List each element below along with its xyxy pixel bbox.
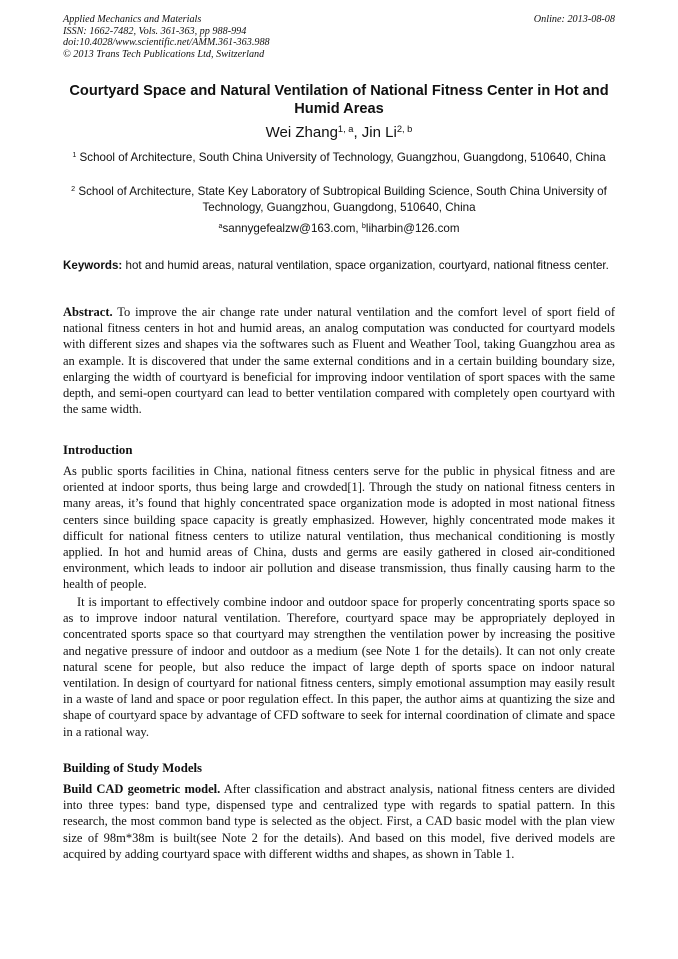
cad-model-text: After classification and abstract analysis, national fitness centers are divided into three types: band type, dispensed type and centralized type with regards to spatial pattern. In this research, the most common band type is selected as the object. First, a CAD basic model with the plan view size of 98m*38m is built(see Note 2 for the details). And based on this model, five derived models are acquired by adding courtyard space with different widths and shapes, as shown in Table 1. bbox=[63, 782, 615, 861]
affiliation-2 bbox=[63, 184, 615, 216]
introduction-paragraph-2: It is important to effectively combine indoor and outdoor space for properly concentrating sports space so as to improve indoor natural ventilation. Therefore, courtyard space may be appropriately deployed in concentrated sports space so that courtyard may strengthen the ventilation power by increasing the positive and negative pressure of indoor and outdoor as a medium (see Note 1 for the details). It can not only create natural scene for people, but also reduce the impact of large depth of sports space on indoor natural ventilation. In design of courtyard for national fitness centers, simply emotional assumption may easily result in a waste of land and space or poor regulation effect. In this paper, the author aims at quantizing the size and shape of courtyard space by advantage of CFD software to seek for internal coordination of climate and space in a rational way. bbox=[63, 595, 615, 739]
author-line bbox=[63, 124, 615, 142]
author-name: Jin Li bbox=[361, 124, 397, 141]
affiliation-text: School of Architecture, South China University of Technology, Guangzhou, Guangdong, 510640, China bbox=[79, 151, 606, 164]
doi-line: doi:10.4028/www.scientific.net/AMM.361-363.988 bbox=[63, 37, 270, 49]
abstract-text: To improve the air change rate under natural ventilation and the comfort level of sport field of national fitness centers in hot and humid areas, an analog computation was conducted for courtyard models with different sizes and shapes via the softwares such as Fluent and Weather Tool, taking Guangzhou area as an example. It is discovered that under the same external conditions and in a certain building boundary size, enlarging the width of courtyard is beneficial for improving indoor ventilation of sport spaces with the same depth, and semi-open courtyard can lead to better ventilation compared with completely open courtyard with the same width. bbox=[63, 305, 615, 417]
email-address: liharbin@126.com bbox=[365, 222, 460, 235]
email-superscript: b bbox=[361, 221, 366, 231]
copyright-line: © 2013 Trans Tech Publications Ltd, Switzerland bbox=[63, 48, 265, 60]
cad-model-runhead: Build CAD geometric model. bbox=[63, 782, 221, 796]
affiliation-superscript: 2 bbox=[71, 184, 76, 194]
author-separator: , bbox=[353, 124, 362, 141]
paper-title: Courtyard Space and Natural Ventilation of National Fitness Center in Hot and Humid Areas bbox=[69, 83, 609, 117]
abstract bbox=[63, 304, 615, 417]
author-name: Wei Zhang bbox=[265, 124, 338, 141]
affiliation-1 bbox=[63, 150, 615, 166]
author-superscript: 1, a bbox=[337, 123, 354, 134]
email-separator: , bbox=[355, 222, 362, 235]
author-superscript: 2, b bbox=[396, 123, 413, 134]
affiliation-superscript: 1 bbox=[72, 150, 77, 160]
affiliation-text: School of Architecture, State Key Laboratory of Subtropical Building Science, South China University of Technology, Guangzhou, Guangdong, 510640, China bbox=[78, 185, 607, 214]
keywords bbox=[63, 258, 615, 274]
introduction-heading: Introduction bbox=[63, 443, 133, 457]
keywords-text: hot and humid areas, natural ventilation, space organization, courtyard, national fitness center. bbox=[122, 259, 609, 272]
online-date: Online: 2013-08-08 bbox=[533, 14, 615, 25]
introduction-paragraph-1: As public sports facilities in China, national fitness centers serve for the public in physical fitness and are oriented at indoor sports, thus being large and crowded[1]. Through the study on national fitness centers in many areas, it’s found that highly concentrated space organization mode is adopted in most national fitness centers since building space capacity is greatly emphasized. However, highly concentrated mode makes it difficult for national fitness centers to utilize natural ventilation, thus mechanical conditioning is mostly applied. In hot and humid areas of China, dusts and germs are easily gathered in closed air-conditioned environment, which leads to indoor air pollution and disease transmission, thus finally causing harm to the health of people. bbox=[63, 464, 615, 592]
journal-header bbox=[63, 14, 615, 60]
journal-name: Applied Mechanics and Materials bbox=[63, 14, 202, 25]
keywords-label: Keywords: bbox=[63, 259, 123, 272]
issn-line: ISSN: 1662-7482, Vols. 361-363, pp 988-994 bbox=[63, 25, 247, 37]
email-superscript: a bbox=[218, 221, 223, 231]
abstract-label: Abstract. bbox=[63, 305, 113, 319]
cad-model-paragraph bbox=[63, 781, 615, 862]
study-models-heading: Building of Study Models bbox=[63, 761, 203, 775]
email-line bbox=[63, 221, 615, 237]
email-address: sannygefealzw@163.com bbox=[222, 222, 356, 235]
